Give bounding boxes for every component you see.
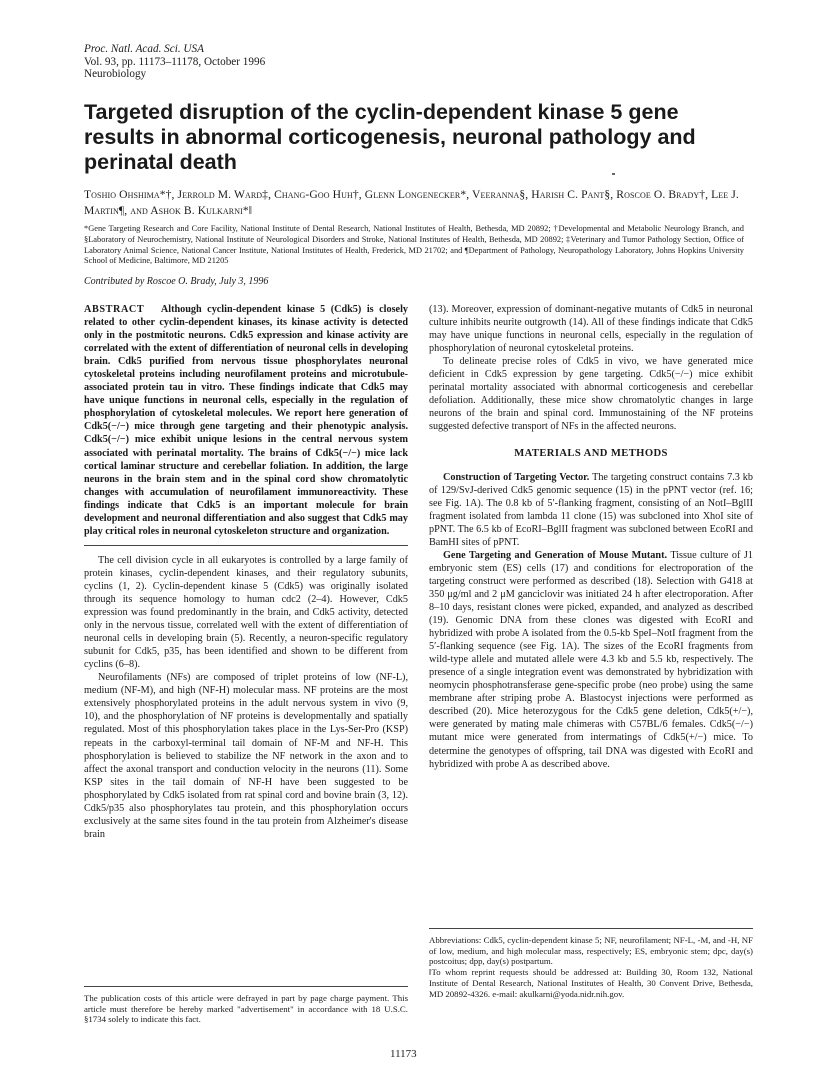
page-number: 11173 [390,1048,417,1060]
abstract [84,303,408,538]
article-title: Targeted disruption of the cyclin-dependent kinase 5 gene results in abnormal corticogenesis, neuronal pathology and perinatal death [84,100,696,174]
journal-volume: Vol. 93, pp. 11173–11178, October 1996 [84,55,266,68]
journal-section: Neurobiology [84,68,147,81]
print-mark [612,173,615,175]
author-names: Toshio Ohshima*†, Jerrold M. Ward‡, Chang-Goo Huh†, Glenn Longenecker*, Veeranna§, Harish C. Pant§, Roscoe O. Brady†, Lee J. Martin¶, and Ashok B. Kulkarni*‖ [84,188,739,217]
affiliations: *Gene Targeting Research and Core Facility, National Institute of Dental Research, National Institutes of Health, Bethesda, MD 20892; †Developmental and Metabolic Neurology Branch, and §Laboratory of Neurochemistry, National Institute of Neurological Disorders and Stroke, National Institutes of Health, Bethesda, MD 20892; ‡Veterinary and Tumor Pathology Section, Office of Laboratory Animal Science, National Cancer Institute, National Institutes of Health, Frederick, MD 21702; and ¶Department of Pathology, Neuropathology Laboratory, Johns Hopkins University School of Medicine, Baltimore, MD 21205 [84,224,744,266]
publication-cost-text: The publication costs of this article were defrayed in part by page charge payment. This article must therefore be hereby marked "advertisement" in accordance with 18 U.S.C. §1734 solely to indicate this fact. [84,993,408,1025]
left-column [84,303,408,841]
contributed-by: Contributed by Roscoe O. Brady, July 3, 1996 [84,276,269,287]
intro-paragraph-3: (13). Moreover, expression of dominant-negative mutants of Cdk5 in neuronal culture inhibits neurite outgrowth (14). All of these findings indicate that Cdk5 may have unique functions in neuronal cells, especially in the regulation of phosphorylation of neuronal cytoskeletal proteins. [429,304,753,355]
abstract-text: Although cyclin-dependent kinase 5 (Cdk5) is closely related to other cyclin-dependent kinases, its kinase activity is detected only in the postmitotic neurons. Cdk5 expression and kinase activity are correlated with the extent of differentiation of neuronal cells in developing brain. Cdk5 purified from nervous tissue phosphorylates neuronal cytoskeletal proteins including neurofilament proteins and microtubule-associated protein tau in vitro. These findings indicate that Cdk5 may have unique functions in neuronal cells, especially in the regulation of phosphorylation of cytoskeletal molecules. We report here generation of Cdk5(−/−) mice through gene targeting and their phenotypic analysis. Cdk5(−/−) mice exhibit unique lesions in the central nervous system associated with perinatal mortality. The brains of Cdk5(−/−) mice lack cortical laminar structure and cerebellar foliation. In addition, the large neurons in the brain stem and in the spinal cord show chromatolytic changes with accumulation of neurofilament immunoreactivity. These findings indicate that Cdk5 is an important molecule for brain development and neuronal differentiation and also suggest that Cdk5 may play critical roles in neuronal cytoskeleton structure and organization. [84,304,409,537]
right-column [429,303,753,771]
journal-name: Proc. Natl. Acad. Sci. USA [84,43,204,55]
subheading-targeting-vector: Construction of Targeting Vector. [443,471,590,483]
methods-text-2: Tissue culture of J1 embryonic stem (ES) cells (17) and conditions for electroporation of the targeting construct were performed as described (18). Selection with G418 at 350 μg/ml and 2 μM ganciclovir was initiated 24 h after electroporation. After 8–10 days, resistant clones were picked, expanded, and analyzed as described (19). Genomic DNA from these clones was digested with EcoRI and hybridized with probe A isolated from the 0.5-kb SpeI–NotI fragment from the 5′-flanking sequence (see Fig. 1A). The sizes of the EcoRI fragments from wild-type allele and mutated allele were 4.3 kb and 5.5 kb, respectively. The presence of a single integration event was demonstrated by hybridization with neomycin phosphotransferase gene-specific probe (neo probe) using the same membrane after striping probe A. Blastocyst injections were performed as described (20). Mice heterozygous for the Cdk5 gene deletion, Cdk5(+/−), were generated by mating male chimeras with C57BL/6 females. Cdk5(−/−) mutant mice were generated from intermatings of Cdk5(+/−) mice. To determine the genotypes of offspring, tail DNA was digested with EcoRI and hybridized with probe A as described above. [429,549,753,770]
reprint-request-text: ‖To whom reprint requests should be addressed at: Building 30, Room 132, National Institute of Dental Research, National Institutes of Health, 30 Convent Drive, Bethesda, MD 20892-4326. e-mail: akulkarni@yoda.nidr.nih.gov. [429,967,753,999]
abbreviations-text: Abbreviations: Cdk5, cyclin-dependent kinase 5; NF, neurofilament; NF-L, -M, and -H, NF of low, medium, and high molecular mass, respectively; ES, embryonic stem; dpc, day(s) postcoitus; dpp, day(s) postpartum. [429,935,753,967]
author-list [84,187,744,219]
section-heading-methods: MATERIALS AND METHODS [514,448,668,460]
intro-paragraph-2: Neurofilaments (NFs) are composed of triplet proteins of low (NF-L), medium (NF-M), and high (NF-H) molecular mass. NF proteins are the most extensively phosphorylated proteins in the adult nervous system in vivo (9, 10), and the phosphorylation of NF proteins is developmentally and spatially regulated. Most of this phosphorylation takes place in the Lys-Ser-Pro (KSP) repeats in the carboxyl-terminal tail domain of NF-M and NF-H. This phosphorylation is believed to stabilize the NF network in the axon and to affect the axonal transport and conduction velocity in the neurons (11). Some KSP sites in the tail domain of NF-H have been suggested to be phosphorylated by Cdk5 isolated from rat spinal cord and bovine brain (3, 12). Cdk5/p35 also phosphorylates tau protein, and this phosphorylation occurs exclusively at the same sites found in the tau protein from Alzheimer's disease brain [84,672,408,840]
methods-paragraph-1 [429,471,753,549]
methods-paragraph-2 [429,549,753,771]
intro-paragraph-4: To delineate precise roles of Cdk5 in vivo, we have generated mice deficient in Cdk5 expression by gene targeting. Cdk5(−/−) mice exhibit perinatal mortality associated with abnormal corticogenesis and cerebellar defoliation. Additionally, these mice show chromatolytic changes in large neurons of the brain and spinal cord. Immunostaining of the NF proteins suggested defective transport of NFs in the affected neurons. [429,356,753,433]
abbreviation-footnotes [429,928,753,999]
methods-text-1: The targeting construct contains 7.3 kb of 129/SvJ-derived Cdk5 genomic sequence (15) in the pPNT vector (ref. 16; see Fig. 1A). The 0.8 kb of 5′-flanking fragment, consisting of an NotI–BglII fragment isolated from lambda 11 clone (15) was subcloned into XhoI site of pPNT. The 6.5 kb of EcoRI–BglII fragment was subcloned between EcoRI and BamHI sites of pPNT. [429,471,753,548]
publication-cost-footnote [84,986,408,1025]
subheading-gene-targeting: Gene Targeting and Generation of Mouse Mutant. [443,549,668,561]
abstract-label: ABSTRACT [84,304,145,315]
intro-paragraph-1: The cell division cycle in all eukaryotes is controlled by a large family of protein kinases, cyclin-dependent kinases, and their regulatory subunits, cyclins (1, 2). Cyclin-dependent kinase 5 (Cdk5) was originally isolated through its sequence homology to human cdc2 (2–4). However, Cdk5 expression was found predominantly in the brain, and Cdk5 activity, detected only in the nervous tissue, correlated well with the extent of differentiation of neuronal cells in developing brain (5). Recently, a neuron-specific regulatory subunit for Cdk5, p35, has been identified and shown to be different from cyclins (6–8). [84,554,408,671]
abstract-divider [84,545,408,546]
journal-masthead [84,43,265,81]
